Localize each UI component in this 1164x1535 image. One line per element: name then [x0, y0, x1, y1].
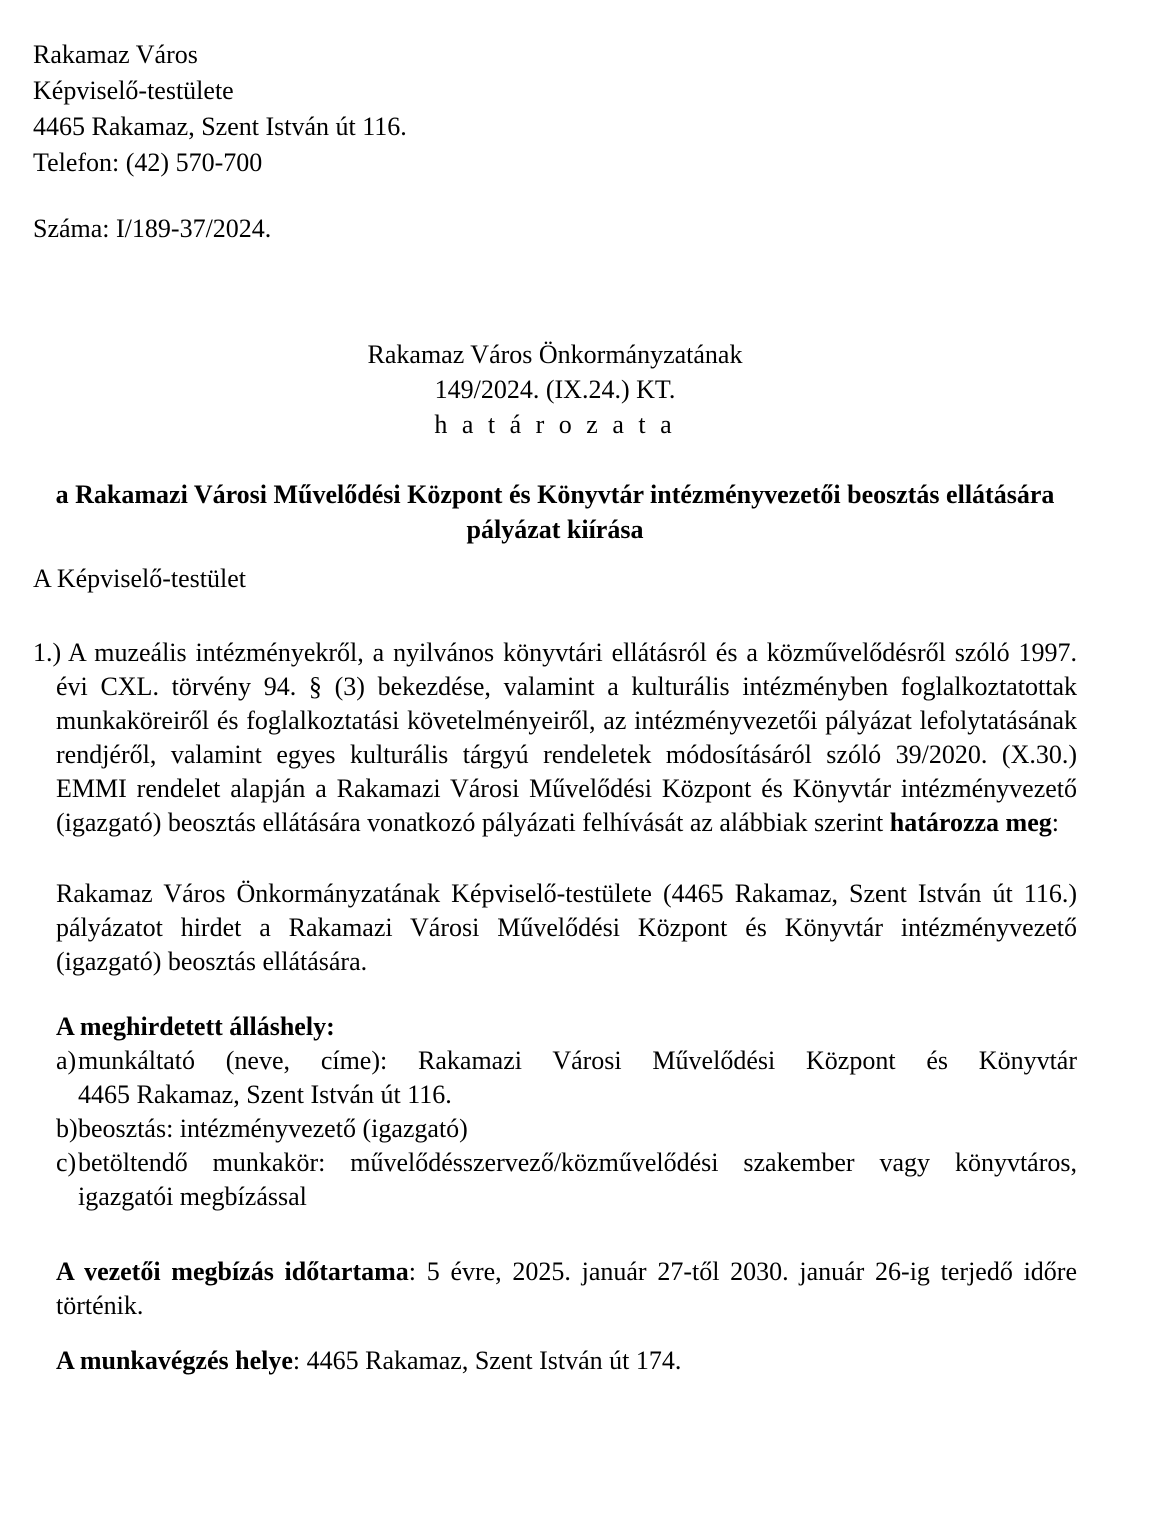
vacancy-section-heading: A meghirdetett álláshely:: [56, 1012, 335, 1041]
workplace-text: : 4465 Rakamaz, Szent István út 174.: [292, 1346, 682, 1375]
decision-title-block: [33, 337, 1077, 442]
item-1-bold-text: határozza meg: [889, 808, 1052, 837]
decision-issuer: Rakamaz Város Önkormányzatának: [367, 340, 743, 369]
term-label: A vezetői megbízás időtartama: [56, 1257, 409, 1286]
reference-number: Száma: I/189-37/2024.: [33, 214, 272, 243]
letterhead-phone: Telefon: (42) 570-700: [33, 148, 263, 177]
vacancy-list: [56, 1044, 1077, 1214]
vacancy-item-c-text: betöltendő munkakör: művelődésszervező/közművelődési szakember vagy könyvtáros, igazgatói megbízással: [78, 1148, 1077, 1211]
vacancy-item-a-line2: 4465 Rakamaz, Szent István út 116.: [78, 1080, 452, 1109]
vacancy-item-a-marker: a): [56, 1046, 77, 1075]
letterhead-address: 4465 Rakamaz, Szent István út 116.: [33, 112, 407, 141]
workplace-paragraph: [56, 1344, 1077, 1378]
vacancy-item-c: [56, 1146, 1077, 1214]
vacancy-item-a-line1: munkáltató (neve, címe): Rakamazi Városi Művelődési Központ és Könyvtár: [78, 1046, 1077, 1075]
intro-line: A Képviselő-testület: [33, 564, 247, 593]
item-1-marker: 1.): [33, 638, 62, 667]
decision-number: 149/2024. (IX.24.) KT.: [434, 375, 676, 404]
vacancy-item-b-text: beosztás: intézményvezető (igazgató): [78, 1114, 468, 1143]
decision-item-1: [33, 636, 1077, 840]
vacancy-item-b-marker: b): [56, 1114, 78, 1143]
announcement-paragraph: Rakamaz Város Önkormányzatának Képviselő-testülete (4465 Rakamaz, Szent István út 116.) pályázatot hirdet a Rakamazi Városi Művelődési Központ és Könyvtár intézményvezető (igazgató) beosztás ellátására.: [56, 879, 1077, 976]
item-1-suffix: :: [1051, 808, 1059, 837]
letterhead-authority-name: Rakamaz Város: [33, 40, 198, 69]
workplace-label: A munkavégzés helye: [56, 1346, 293, 1375]
letterhead: [33, 37, 1077, 181]
vacancy-item-a: [56, 1044, 1077, 1112]
letterhead-body-name: Képviselő-testülete: [33, 76, 234, 105]
vacancy-item-b: [56, 1112, 1077, 1146]
vacancy-item-c-marker: c): [56, 1148, 77, 1177]
subject-heading: a Rakamazi Városi Művelődési Központ és Könyvtár intézményvezetői beosztás ellátására pályázat kiírása: [55, 480, 1055, 544]
term-paragraph: [56, 1255, 1077, 1323]
item-1-text: A muzeális intézményekről, a nyilvános könyvtári ellátásról és a közművelődésről szóló 1997. évi CXL. törvény 94. § (3) bekezdése, valamint a kulturális intézményben foglalkoztatottak munkaköreiről és foglalkoztatási követelményeiről, az intézményvezetői pályázat lefolytatásának rendjéről, valamint egyes kulturális tárgyú rendeletek módosításáról szóló 39/2020. (X.30.) EMMI rendelet alapján a Rakamazi Városi Művelődési Központ és Könyvtár intézményvezető (igazgató) beosztás ellátására vonatkozó pályázati felhívását az alábbiak szerint: [56, 638, 1077, 837]
vacancy-item-a-body: [78, 1044, 1077, 1112]
decision-type: h a t á r o z a t a: [434, 410, 676, 439]
term-text: : 5 évre, 2025. január 27-től 2030. január 26-ig terjedő időre történik.: [56, 1257, 1077, 1320]
